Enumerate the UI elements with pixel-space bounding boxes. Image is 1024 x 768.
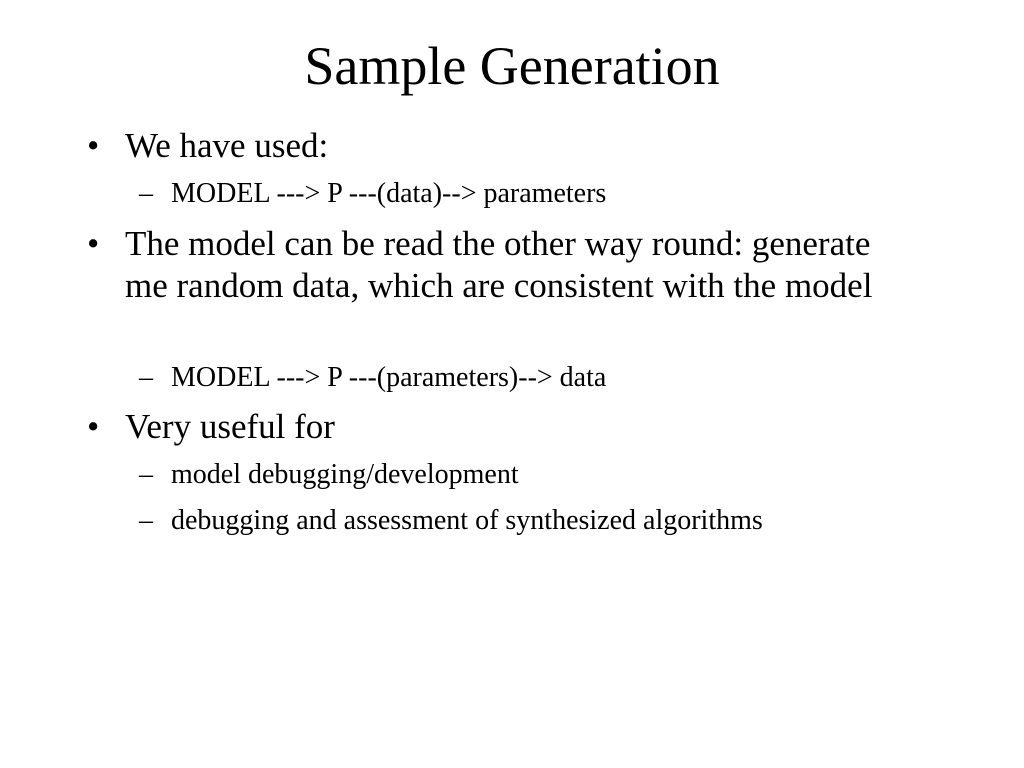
- bullet-icon: •: [87, 407, 100, 446]
- sub-bullet-text: MODEL ---> P ---(parameters)--> data: [171, 362, 607, 393]
- slide-title: Sample Generation: [304, 36, 720, 96]
- sub-bullet-item: [139, 458, 971, 492]
- bullet-text: We have used:: [125, 126, 329, 165]
- bullet-item: [87, 223, 915, 307]
- sub-bullet-item: [139, 361, 971, 395]
- sub-bullet-text: debugging and assessment of synthesized algorithms: [171, 505, 763, 536]
- sub-bullet-item: [139, 504, 971, 538]
- bullet-item: [87, 406, 915, 448]
- bullet-text: Very useful for: [125, 407, 335, 446]
- bullet-icon: •: [87, 224, 100, 263]
- sub-bullet-item: [139, 177, 971, 211]
- bullet-icon: •: [87, 126, 100, 165]
- dash-icon: –: [139, 459, 153, 490]
- sub-bullet-text: model debugging/development: [171, 459, 519, 490]
- dash-icon: –: [139, 178, 153, 209]
- bullet-item: [87, 125, 915, 167]
- bullet-text: The model can be read the other way round: generate me random data, which are consistent with the model: [125, 224, 873, 305]
- sub-bullet-text: MODEL ---> P ---(data)--> parameters: [171, 178, 607, 209]
- dash-icon: –: [139, 505, 153, 536]
- dash-icon: –: [139, 362, 153, 393]
